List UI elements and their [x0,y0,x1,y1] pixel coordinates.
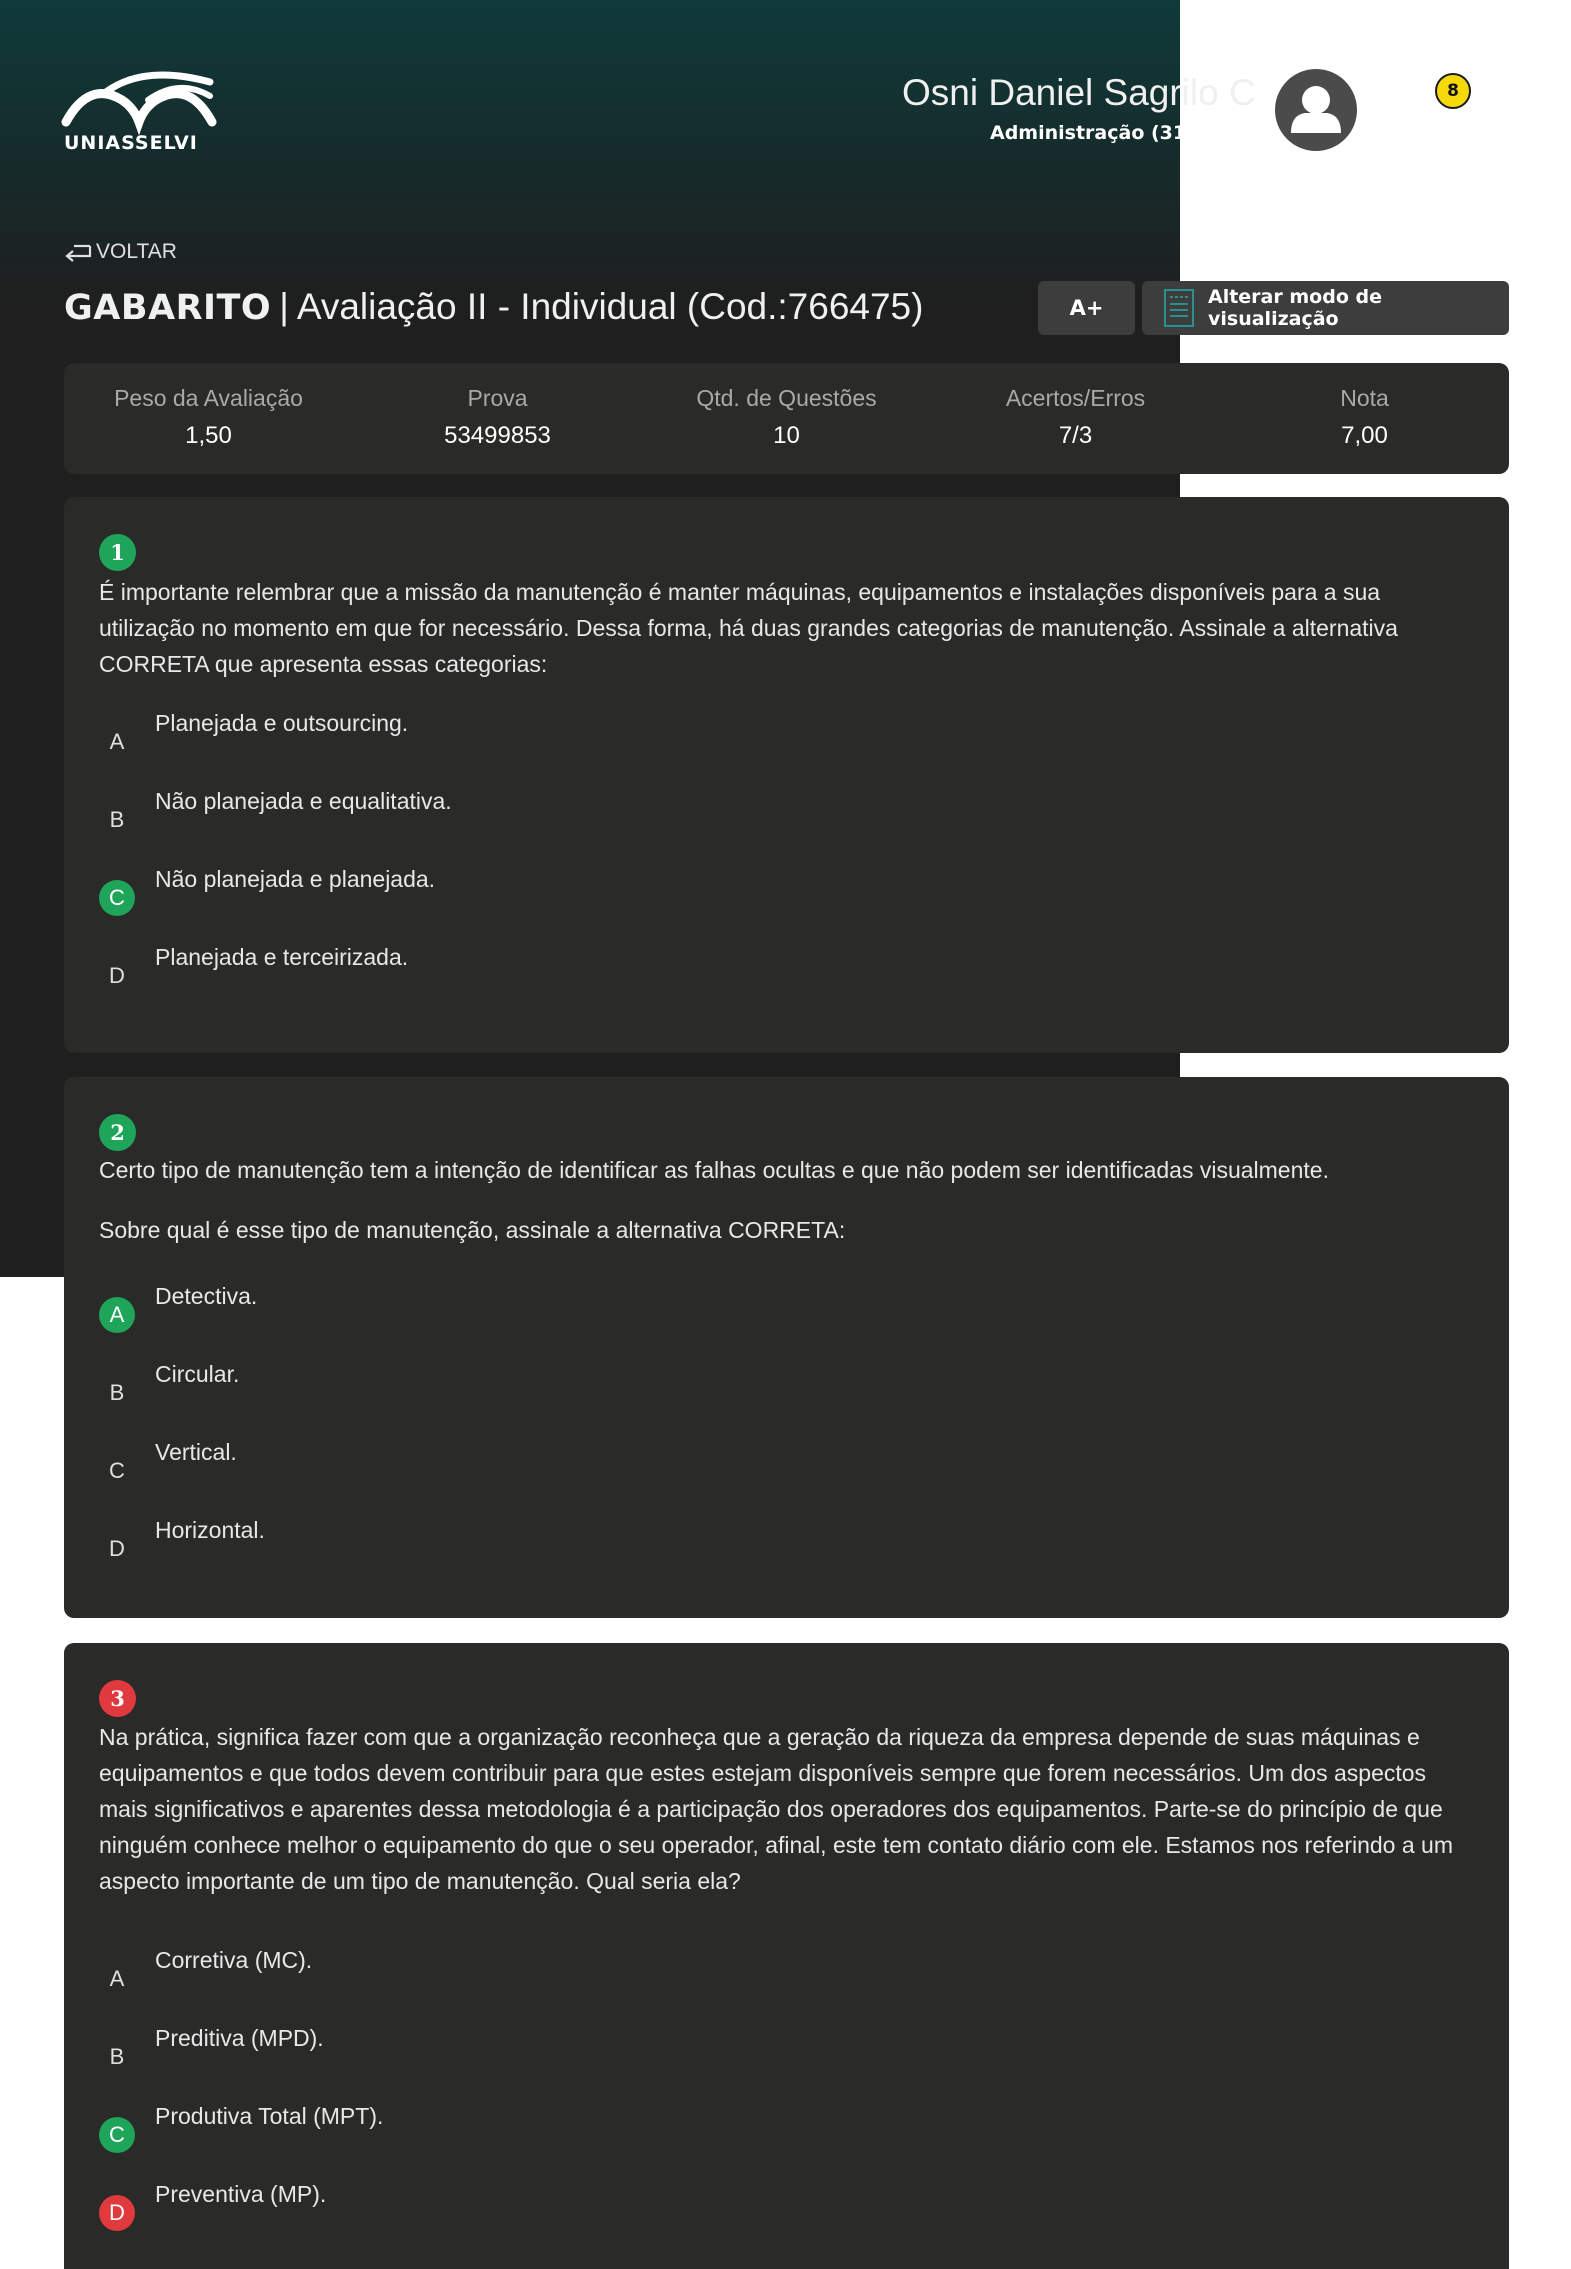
summary-value: 7/3 [1058,422,1093,449]
option-c[interactable] [99,2103,1479,2147]
back-link-label: VOLTAR [96,240,177,263]
option-letter: B [109,2044,125,2069]
option-text: Corretiva (MC). [155,1947,313,1973]
page-title-separator: | [279,286,289,327]
question-number-badge: 1 [99,534,136,571]
summary-label: Acertos/Erros [1005,385,1146,411]
logo-text: UNIASSELVI [64,132,198,154]
option-text: Planejada e terceirizada. [155,944,409,970]
option-d[interactable] [99,944,1479,988]
uniasselvi-logo[interactable] [64,70,214,160]
correct-answer-marker: C [99,880,135,916]
user-course: Administração (315 [990,122,1200,144]
summary-label: Qtd. de Questões [696,385,877,411]
option-letter: D [109,963,125,988]
option-text: Horizontal. [155,1517,265,1543]
option-letter: B [109,807,125,832]
option-letter: A [109,1966,125,1991]
page-title [64,286,923,328]
user-name: Osni Daniel Sagrilo C [902,72,1256,113]
notification-badge[interactable]: 8 [1435,73,1471,109]
summary-label: Peso da Avaliação [114,385,303,411]
correct-answer-marker: C [99,2117,135,2153]
option-d[interactable] [99,1517,1479,1561]
question-text: Na prática, significa fazer com que a organização reconheça que a geração da riqueza da empresa depende de suas máquinas e equipamentos e que todos devem contribuir para que estes estejam disponíveis sempre que forem necessários. Um dos aspectos mais significativos e aparentes dessa metodologia é a participação dos operadores dos equipamentos. Parte-se do princípio de que ninguém conhece melhor o equipamento do que o seu operador, afinal, este tem contato diário com ele. Estamos nos referindo a um aspecto importante de um tipo de manutenção. Qual seria ela? [99,1724,1453,1894]
view-mode-button[interactable] [1142,281,1509,335]
question-card-2 [64,1077,1509,1618]
page-title-strong: GABARITO [64,288,272,328]
wrong-answer-marker: D [99,2195,135,2231]
option-a[interactable] [99,1283,1479,1327]
correct-answer-marker: A [99,1297,135,1333]
back-link[interactable] [64,240,177,264]
option-text: Não planejada e planejada. [155,866,436,892]
summary-question-count [642,363,931,474]
summary-weight [64,363,353,474]
option-letter: B [109,1380,125,1405]
font-size-button[interactable]: A+ [1038,281,1135,335]
option-text: Preditiva (MPD). [155,2025,324,2051]
option-letter: D [109,1536,125,1561]
summary-value: 1,50 [185,422,232,449]
option-b[interactable] [99,2025,1479,2069]
option-letter: A [109,729,125,754]
question-text: Certo tipo de manutenção tem a intenção de identificar as falhas ocultas e que não podem ser identificadas visualmente. [99,1157,1329,1183]
option-d[interactable] [99,2181,1479,2225]
option-a[interactable] [99,1947,1479,1991]
summary-label: Nota [1340,385,1389,411]
question-card-1 [64,497,1509,1053]
return-arrow-icon [64,242,92,262]
summary-grade [1220,363,1509,474]
option-b[interactable] [99,788,1479,832]
option-text: Não planejada e equalitativa. [155,788,452,814]
summary-value: 10 [773,422,800,449]
option-text: Preventiva (MP). [155,2181,327,2207]
summary-exam [353,363,642,474]
option-text: Vertical. [155,1439,237,1465]
page-title-rest: Avaliação II - Individual (Cod.:766475) [296,286,924,327]
option-text: Detectiva. [155,1283,258,1309]
summary-value: 53499853 [444,422,551,449]
option-c[interactable] [99,866,1479,910]
summary-hits-misses [931,363,1220,474]
user-silhouette-icon [1275,69,1357,151]
option-text: Planejada e outsourcing. [155,710,409,736]
option-c[interactable] [99,1439,1479,1483]
question-card-3 [64,1643,1509,2269]
question-text: É importante relembrar que a missão da manutenção é manter máquinas, equipamentos e instalações disponíveis para a sua utilização no momento em que for necessário. Dessa forma, há duas grandes categorias de manutenção. Assinale a alternativa CORRETA que apresenta essas categorias: [99,579,1398,677]
option-b[interactable] [99,1361,1479,1405]
question-number-badge: 2 [99,1114,136,1151]
option-text: Produtiva Total (MPT). [155,2103,384,2129]
question-number-badge: 3 [99,1680,136,1717]
option-a[interactable] [99,710,1479,754]
view-mode-label: Alterar modo de visualização [1208,286,1382,330]
summary-label: Prova [467,385,528,411]
summary-value: 7,00 [1341,422,1388,449]
evaluation-summary [64,363,1509,474]
option-letter: C [109,1458,125,1483]
document-icon [1164,289,1194,327]
option-text: Circular. [155,1361,240,1387]
user-avatar[interactable] [1275,69,1357,151]
question-text-instruction: Sobre qual é esse tipo de manutenção, assinale a alternativa CORRETA: [99,1217,846,1243]
logo-mark-icon [64,70,214,128]
